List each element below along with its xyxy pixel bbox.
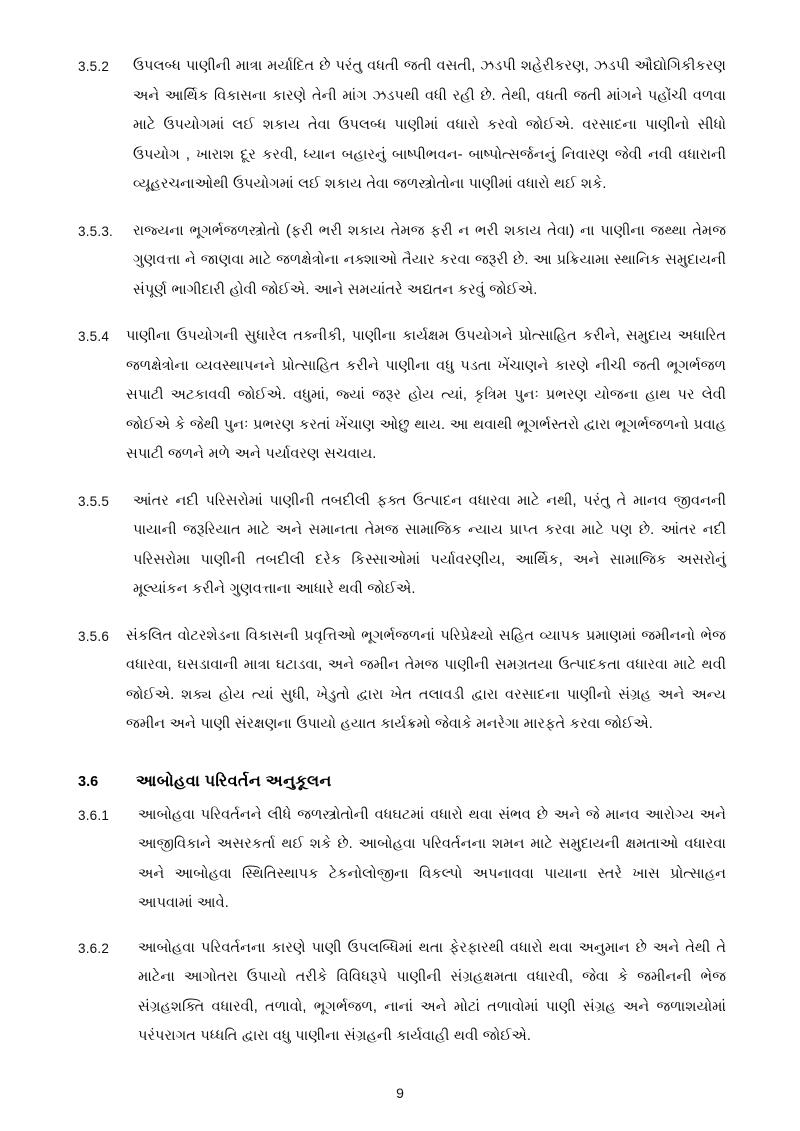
paragraph-number-3-5-2: 3.5.2: [78, 59, 110, 74]
page-content: [78, 52, 726, 1052]
page-footer: [0, 1085, 800, 1103]
paragraph-3-6-1: [78, 801, 726, 919]
paragraph-text-3-5-6: સંકલિત વોટરશેડના વિકાસની પ્રવૃત્તિઓ ભૂગર્ભજળનાં પરિપ્રેક્ષ્યો સહિત વ્યાપક પ્રમાણમાં જમીનનો ભેજ વધારવા, ઘસડાવાની માત્રા ઘટાડવા, અને જમીન તેમજ પાણીની સમગ્રતયા ઉત્પાદકતા વધારવા માટે થવી જોઈએ. શક્ય હોય ત્યાં સુધી, ખેડુતો દ્વારા ખેત તલાવડી દ્વારા વરસાદના પાણીનો સંગ્રહ અને અન્ય જમીન અને પાણી સંરક્ષણના ઉપાયો હયાત કાર્યક્રમો જેવાકે મનરેગા મારફતે કરવા જોઈએ.: [126, 627, 726, 732]
paragraph-number-3-5-5: 3.5.5: [78, 493, 110, 509]
paragraph-number-3-5-3: 3.5.3.: [78, 223, 113, 239]
section-heading-number-3-6: 3.6: [78, 773, 99, 790]
paragraph-text-3-5-3: રાજ્યના ભૂગર્ભજળસ્ત્રોતો (ફરી ભરી શકાય તેમજ ફરી ન ભરી શકાય તેવા) ના પાણીના જથ્થા તેમજ ગુણવત્તા ને જાણવા માટે જળક્ષેત્રોના નક્શાઓ તૈયાર કરવા જરૂરી છે. આ પ્રક્રિયામા સ્થાનિક સમુદાયની સંપૂર્ણ ભાગીદારી હોવી જોઈએ. આને સમયાંતરે અદ્યતન કરવું જોઈએ.: [133, 222, 726, 298]
paragraph-text-3-6-1: આબોહવા પરિવર્તનને લીધે જળસ્ત્રોતોની વધઘટમાં વધારો થવા સંભવ છે અને જે માનવ આરોગ્ય અને આજીવિકાને અસરકર્તા થઈ શકે છે. આબોહવા પરિવર્તનના શમન માટે સમુદાયની ક્ષમતાઓ વધારવા અને આબોહવા સ્થિતિસ્થાપક ટેકનોલોજીના વિકલ્પો અપનાવવા પાયાના સ્તરે ખાસ પ્રોત્સાહન આપવામાં આવે.: [138, 806, 726, 911]
paragraph-number-3-5-4: 3.5.4: [78, 329, 110, 344]
paragraph-number-3-5-6: 3.5.6: [78, 628, 110, 644]
paragraph-text-3-6-2: આબોહવા પરિવર્તનના કારણે પાણી ઉપલબ્ધિમાં થતા ફેરફારથી વધારો થવા અનુમાન છે અને તેથી તે માટેના આગોતરા ઉપાયો તરીકે વિવિધરૂપે પાણીની સંગ્રહક્ષમતા વધારવી, જેવા કે જમીનની ભેજ સંગ્રહશક્તિ વધારવી, તળાવો, ભૂગર્ભજળ, નાનાં અને મોટાં તળાવોમાં પાણી સંગ્રહ અને જળાશયોમાં પરંપરાગત પધ્ધતિ દ્વારા વધુ પાણીના સંગ્રહની કાર્યવાહી થવી જોઈએ.: [138, 939, 726, 1044]
page-number: 9: [396, 1085, 404, 1101]
paragraph-3-5-3: [78, 217, 726, 306]
paragraph-text-3-5-5: આંતર નદી પરિસરોમાં પાણીની તબદીલી ફક્ત ઉત્પાદન વધારવા માટે નથી, પરંતુ તે માનવ જીવનની પાયાની જરૂરિયાત માટે અને સમાનતા તેમજ સામાજિક ન્યાય પ્રાપ્ત કરવા માટે પણ છે. આંતર નદી પરિસરોમા પાણીની તબદીલી દરેક કિસ્સાઓમાં પર્યાવરણીય, આર્થિક, અને સામાજિક અસરોનું મૂલ્યાંકન કરીને ગુણવત્તાના આધારે થવી જોઈએ.: [133, 492, 726, 597]
paragraph-3-5-5: [78, 487, 726, 605]
paragraph-number-3-6-1: 3.6.1: [78, 807, 110, 823]
section-heading-3-6: [78, 766, 726, 797]
paragraph-number-3-6-2: 3.6.2: [78, 940, 110, 956]
section-heading-title-3-6: આબોહવા પરિવર્તન અનુકૂલન: [136, 771, 332, 790]
paragraph-3-5-2: [78, 52, 726, 200]
paragraph-text-3-5-4: પાણીના ઉપયોગની સુધારેલ તક્નીકી, પાણીના કાર્યક્ષમ ઉપયોગને પ્રોત્સાહિત કરીને, સમુદાય અધારિત જળક્ષેત્રોના વ્યવસ્થાપનને પ્રોત્સાહિત કરીને પાણીના વધુ પડતા ખેંચાણને કારણે નીચી જતી ભૂગર્ભજળ સપાટી અટકાવવી જોઈએ. વધુમાં, જ્યાં જરૂર હોય ત્યાં, કૃત્રિમ પુનઃ પ્રભરણ યોજના હાથ પર લેવી જોઈએ કે જેથી પુનઃ પ્રભરણ કરતાં ખેંચાણ ઓછુ થાય. આ થવાથી ભૂગર્ભસ્તરો દ્વારા ભૂગર્ભજળનો પ્રવાહ સપાટી જળને મળે અને પર્યાવરણ સચવાય.: [126, 328, 726, 462]
paragraph-text-3-5-2: ઉપલબ્ધ પાણીની માત્રા મર્યાદિત છે પરંતુ વધતી જતી વસતી, ઝડપી શહેરીકરણ, ઝડપી ઔદ્યોગિકીકરણ અને આર્થિક વિકાસના કારણે તેની માંગ ઝડપથી વધી રહી છે. તેથી, વધતી જતી માંગને પહોંચી વળવા માટે ઉપયોગમાં લઈ શકાય તેવા ઉપલબ્ધ પાણીમાં વધારો કરવો જોઈએ. વરસાદના પાણીનો સીધો ઉપયોગ , ખારાશ દૂર કરવી, ધ્યાન બહારનું બાષ્પીભવન- બાષ્પોત્સર્જનનું નિવારણ જેવી નવી વધારાની વ્યૂહરચનાઓથી ઉપયોગમાં લઈ શકાય તેવા જળસ્ત્રોતોના પાણીમાં વધારો થઈ શકે.: [133, 58, 726, 192]
paragraph-3-5-4: [78, 322, 726, 470]
paragraph-3-5-6: [78, 622, 726, 740]
paragraph-3-6-2: [78, 934, 726, 1052]
